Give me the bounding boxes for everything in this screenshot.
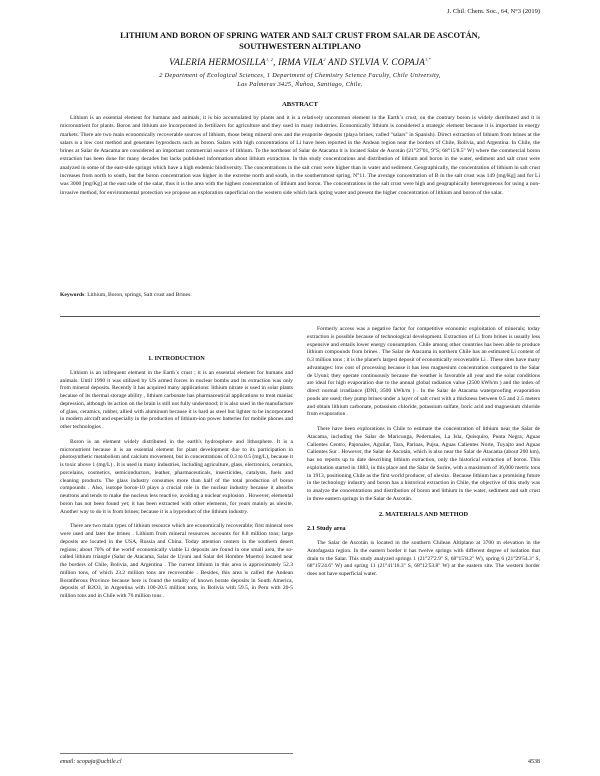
right-column xyxy=(307,326,540,579)
keywords-label: Keywords xyxy=(60,292,85,298)
affiliation-line-2: Las Palmeras 3425, Ñuñoa, Santiago, Chile. xyxy=(237,80,363,88)
section-divider xyxy=(60,316,540,317)
intro-paragraph-5: There have been explorations in Chile to estimate the concentration of lithium near the Salar de Atacama, including the Salar de Maricunga, Pedernales, La Isla, Quisquiro, Punta Negra, Aguas Calientes Centro, Pajonales, Aguilar, Tara, Parinas, Pujsa, Aguas Calientes Norte, Tuyajto and Aguas Calientes Sur . However, the Salar de Ascotán, which is also near the Salar de Atacama (about 200 km), has no reports up to date describing lithium extraction, only the historical extraction of boron. This exploitation started in 1883, in this place and the Salar de Surire, with a maximum of 36,000 metric tons in 1913, positioning Chile as the first world producer, of ulexita . Because lithium has a promising future in the technology industry and boron has a historical extraction in Chile, the objective of this study was to analyze the concentrations and distribution of boron and lithium in the water, sediment and salt crust in three eastern springs in the Salar de Ascotán. xyxy=(307,426,540,502)
footnote-rule xyxy=(60,753,293,754)
corresponding-email: email: scopaja@uchile.cl xyxy=(60,759,122,765)
intro-paragraph-1: Lithium is an infrequent element in the Earth´s crust ; it is an essential element for humans and animals. Until 1990 it was utilized by US armed forces in nuclear bombs and its extraction was only from mineral deposits. Recently it has acquired many applications: lithium nitrate is used in solar plants because of its thermal storage ability , lithium carbonate has pharmaceutical applications to treat maniac depression, although its action on the brain is still not fully understood; it is also used in the manufacture of glass, ceramics, rubber, allied with aluminum because it is hard as steel but lighter to be incorporated in modern aircraft and especially in the production of lithium-ion power batteries for mobile phones and other technologies . xyxy=(60,369,293,430)
abstract-text: Lithium is an essential element for humans and animals, it is bio accumulated by plants and it is a relatively uncommon element in the Earth´s crust, on the contrary boron is widely distributed and it is micronutrient for plants. Boron and lithium are incorporated in fertilizers for agriculture and they used in many industries. Economically lithium is considered a strategic element because it is important in energy markets. There are two main economically recoverable sources of lithium, those being mineral ores and the evaporite deposits (playa brines, called "salars" in Spanish). Direct extraction of lithium from brines at the salars is a low cost method and generates byproducts such as boron. Salars with high concentrations of Li have been reported in the Andean region near the borders of Chile, Bolivia, and Argentina. In Chile, the brines at Salar de Atacama are considered an important commercial source of lithium. To the northeast of Salar de Atacama it is located Salar de Ascotán (21°27'01, 9''S; 68°15'8.5'' W) where the commercial boron extraction has been done for many decades but lacks published information about lithium extraction. In this study concentrations and distribution of lithium and boron in the water, sediment and salt crust were analyzed in some of the east-side springs which have a high endemic biodiversity. The concentrations in the salt crust were higher than in water and sediment. Geographically, the concentration of lithium in salt crust increases from north to south, but the boron concentration was higher in the extreme north and south, in the southernmost spring, N°11. The average concentration of B in the salt crust was 149 [mg/Kg] and for Li was 3000 [mg/Kg] at the east side of the salar, thus it is the area with the highest concentration of lithium and boron. The concentrations in the salt crust were high and geographically heterogeneous for using a non-invasive method, for environmental protection we propose an exploration superficial on the western side which lack spring water and present the higher concentration of lithium and boron of the salar. xyxy=(60,115,540,196)
methods-heading: 2. MATERIALS AND METHOD xyxy=(378,510,469,518)
author-1: VALERIA HERMOSILLA xyxy=(169,57,266,67)
author-1-sup: 1, 2 xyxy=(266,56,274,62)
keywords xyxy=(60,292,540,298)
intro-paragraph-3: There are two main types of lithium resource which are economically recoverable; first mineral ores were used and later the brines . Lithium from mineral resources accounts for 8.8 million tons; large deposits are located in the USA, Russia and China. Today attention centers in the southern desert regions; about 70% of the world' economically viable Li deposits are found in one small area, the so-called lithium triangle (Salar de Atacama, Salar de Uyuni and Salar del Hombre Muerto) located near the borders of Chile, Bolivia, and Argentina . The current lithium in this area is approximately 52.3 million tons, of which 23.2 million tons are recoverable . Besides, this area is called the Andean Boratiferous Province because here is found the totality of known borate deposits in South America, deposits of B2O3, in Argentina with 100-20.5 million tons, in Bolivia with 59.5, in Peru with 20-5 million tons and in Chile with 76 million tons . xyxy=(60,523,293,599)
author-3: AND SYLVIA V. COPAJA xyxy=(328,57,426,67)
author-list: VALERIA HERMOSILLA$^{1, 2}$, IRMA VILA$^2$ AND SYLVIA V. $COPAJA^{1,*}$ xyxy=(169,56,431,67)
author-2: IRMA VILA xyxy=(278,57,324,67)
journal-citation: J. Chil. Chem. Soc., 64, N°3 (2019) xyxy=(447,8,540,15)
study-area-paragraph: The Salar de Ascotán is located in the southern Chilean Altiplano at 3700 m elevation in the Antofagasta region. In the eastern border it has twelve springs with different degree of isolation that drain to the Salar. This study analyzed springs 1 (21°27'2.9'' S, 68°15'8.2'' W), spring 6 (21°29'54.3'' S, 68°15'24.6'' W) and spring 11 (21°41'16.3'' S, 68°12'53.8'' W) at the eastern site. The western border does not have superficial water. xyxy=(307,540,540,577)
abstract-body xyxy=(60,114,540,197)
title-line-1: LITHIUM AND BORON OF SPRING WATER AND SALT CRUST FROM SALAR DE ASCOTÁN, xyxy=(120,31,480,40)
keywords-text: : Lithium, Boron, springs, Salt crust and Brines. xyxy=(84,292,192,298)
left-column xyxy=(60,355,293,601)
author-2-sup: 2 xyxy=(323,56,326,62)
affiliations xyxy=(60,72,540,89)
intro-paragraph-4: Formerly access was a negative factor for competitive economic exploitation of minerals; today extraction is possible because of technological development. Extraction of Li from brines is usually less expensive and entails lower energy consumption. Chile among other countries has been able to produce lithium compounds from brines . The Salar de Atacama in northern Chile has an estimated Li content of 6.3 million tons ; it is the planet's largest deposit of economically recoverable Li . These sites have many advantages: low cost of processing because it has less magnesium concentration compared to the Salar de Uyuni; they operate continuously because the weather is favorable all year and the solar conditions are ideal for high evaporation due to the annual global radiation value (2500 kWh/m ) and the index of direct normal irradiance (DNI, 3500 kWh/m ) . In the Salar de Atacama waterproofing evaporation ponds are used; they pump brines under a layer of salt crust with a thickness between 0.5 and 2.5 meters and obtain lithium carbonate, potassium chloride, potassium sulfate, boric acid and magnesium chloride from evaporation . xyxy=(307,326,540,418)
paper-title xyxy=(60,30,540,52)
page-number: 4538 xyxy=(528,759,540,765)
intro-paragraph-2: Boron is an element widely distributed in the earth's hydrosphere and lithosphere. It is a micronutrient because it is an essential element for plant development due to its participation in photosynthetic metabolism and calcium movement, but in concentrations of 0.3 to 0.5 (mg/L), because it is toxic above 1 (mg/L) . It is used in many industries, including agriculture, glass, electronics, ceramics, porcelains, cosmetics, semiconductors, leather, pharmaceuticals, insecticides, catalysts, fuels and cleaning products. The glass industry consumes more than half of the total production of boron compounds . Also, isotope boron-10 plays a crucial role in the nuclear industry because it absorbs neutrons and tends to make the nucleus less reactive, avoiding a nuclear explosion . However, elemental boron has not been found yet; it has been extracted with other elements, for years mainly as ulexite. Another way to do it is from brines; because it is a byproduct of the lithium industry. xyxy=(60,438,293,515)
study-area-heading: 2.1 Study area xyxy=(307,525,346,533)
affiliation-line-1: 2 Department of Ecological Sciences, 1 Department of Chemistry Science Faculty, Chile University, xyxy=(159,72,441,79)
abstract-heading: ABSTRACT xyxy=(282,101,318,108)
intro-heading: 1. INTRODUCTION xyxy=(148,355,205,362)
author-3-sup: 1,* xyxy=(425,56,431,62)
title-line-2: SOUTHWESTERN ALTIPLANO xyxy=(239,42,361,51)
